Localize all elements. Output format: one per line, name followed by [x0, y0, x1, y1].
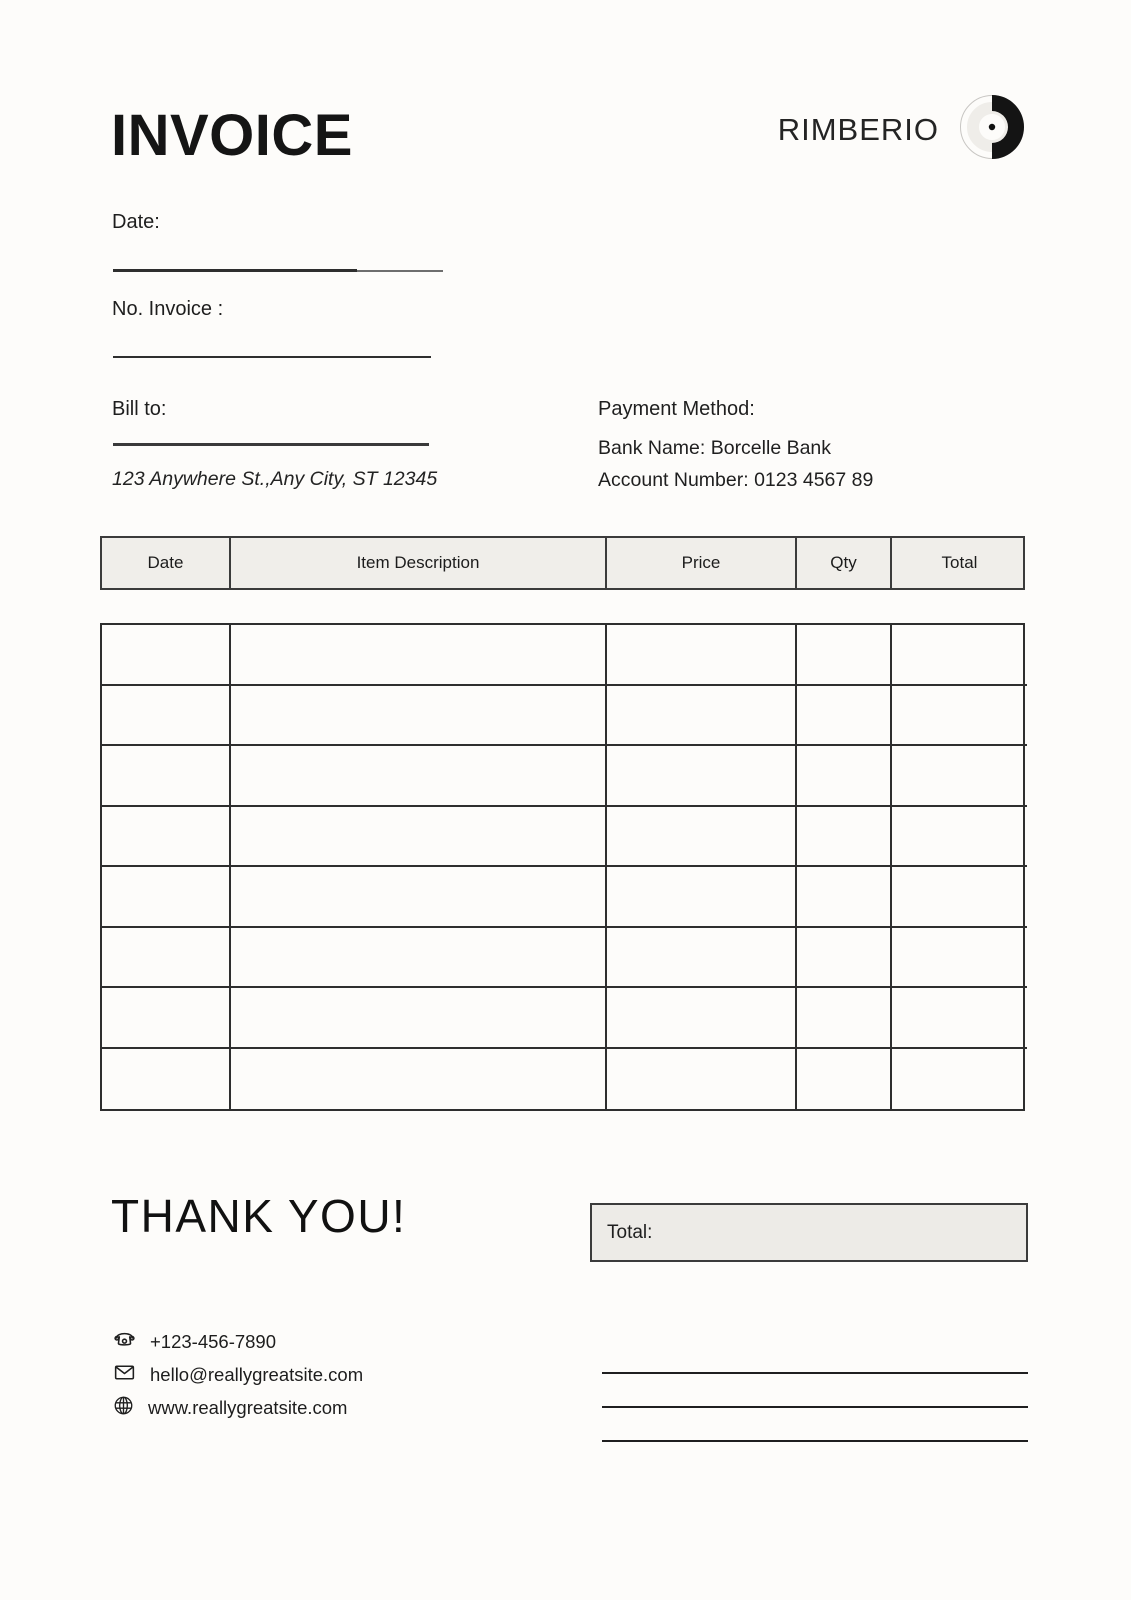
table-cell-empty: [892, 988, 1027, 1049]
table-header-cell: Date: [102, 538, 231, 588]
table-cell-empty: [231, 988, 607, 1049]
table-cell-empty: [102, 928, 231, 989]
table-cell-empty: [231, 1049, 607, 1110]
payment-method-label: Payment Method:: [598, 398, 755, 420]
signature-line: [602, 1372, 1028, 1374]
half-donut-target-icon: [959, 94, 1025, 165]
bill-to-label: Bill to:: [112, 398, 167, 420]
contact-text: +123-456-7890: [150, 1330, 277, 1352]
brand: [778, 94, 1025, 165]
table-cell-empty: [892, 928, 1027, 989]
globe-icon: [112, 1394, 135, 1422]
contact-row[interactable]: [112, 1396, 363, 1419]
table-cell-empty: [892, 1049, 1027, 1110]
contact-list: [112, 1330, 363, 1419]
signature-line: [602, 1406, 1028, 1408]
total-label: Total:: [607, 1221, 653, 1243]
table-cell-empty: [607, 686, 797, 747]
table-cell-empty: [892, 686, 1027, 747]
table-cell-empty: [607, 928, 797, 989]
items-table: [100, 623, 1025, 1111]
table-cell-empty: [892, 867, 1027, 928]
bill-to-underline: [113, 443, 429, 446]
page-title: INVOICE: [111, 103, 353, 168]
signature-line: [602, 1440, 1028, 1442]
total-box: [590, 1203, 1028, 1262]
table-cell-empty: [797, 807, 892, 868]
table-cell-empty: [231, 807, 607, 868]
table-cell-empty: [797, 988, 892, 1049]
items-table-header: [100, 536, 1025, 590]
contact-text[interactable]: hello@reallygreatsite.com: [150, 1363, 364, 1385]
invoice-no-underline: [113, 356, 431, 358]
table-cell-empty: [607, 746, 797, 807]
table-cell-empty: [607, 867, 797, 928]
table-header-cell: Qty: [797, 538, 892, 588]
table-cell-empty: [231, 928, 607, 989]
table-cell-empty: [607, 1049, 797, 1110]
brand-name: RIMBERIO: [777, 111, 939, 147]
contact-row[interactable]: [112, 1363, 363, 1386]
table-cell-empty: [607, 807, 797, 868]
account-number: Account Number: 0123 4567 89: [598, 469, 874, 491]
table-cell-empty: [231, 867, 607, 928]
signature-lines: [602, 1372, 1028, 1474]
table-header-cell: Total: [941, 553, 978, 572]
table-cell-empty: [797, 1049, 892, 1110]
table-cell-empty: [102, 1049, 231, 1110]
table-cell-empty: [797, 746, 892, 807]
table-cell-empty: [231, 686, 607, 747]
table-cell-empty: [102, 686, 231, 747]
table-cell-empty: [892, 625, 1027, 686]
table-cell-empty: [892, 746, 1027, 807]
table-cell-empty: [102, 867, 231, 928]
phone-icon: [112, 1327, 137, 1357]
bill-to-address: 123 Anywhere St.,Any City, ST 12345: [112, 468, 438, 490]
bank-name: Bank Name: Borcelle Bank: [598, 437, 832, 459]
table-cell-empty: [797, 928, 892, 989]
date-underline-overlay: [113, 269, 357, 272]
table-header-cell: Price: [607, 538, 797, 588]
table-cell-empty: [231, 625, 607, 686]
table-header-cell: Item Description: [231, 538, 607, 588]
date-label: Date:: [112, 211, 160, 233]
email-icon: [112, 1360, 137, 1390]
invoice-no-label: No. Invoice :: [112, 298, 224, 320]
table-cell-empty: [102, 746, 231, 807]
contact-row: [112, 1330, 363, 1353]
contact-text[interactable]: www.reallygreatsite.com: [148, 1396, 348, 1418]
thank-you-text: THANK YOU!: [111, 1190, 407, 1242]
table-cell-empty: [797, 625, 892, 686]
table-cell-empty: [231, 746, 607, 807]
table-cell-empty: [102, 625, 231, 686]
table-cell-empty: [892, 807, 1027, 868]
table-cell-empty: [797, 867, 892, 928]
table-cell-empty: [607, 988, 797, 1049]
table-cell-empty: [797, 686, 892, 747]
table-cell-empty: [102, 988, 231, 1049]
table-cell-empty: [102, 807, 231, 868]
table-cell-empty: [607, 625, 797, 686]
